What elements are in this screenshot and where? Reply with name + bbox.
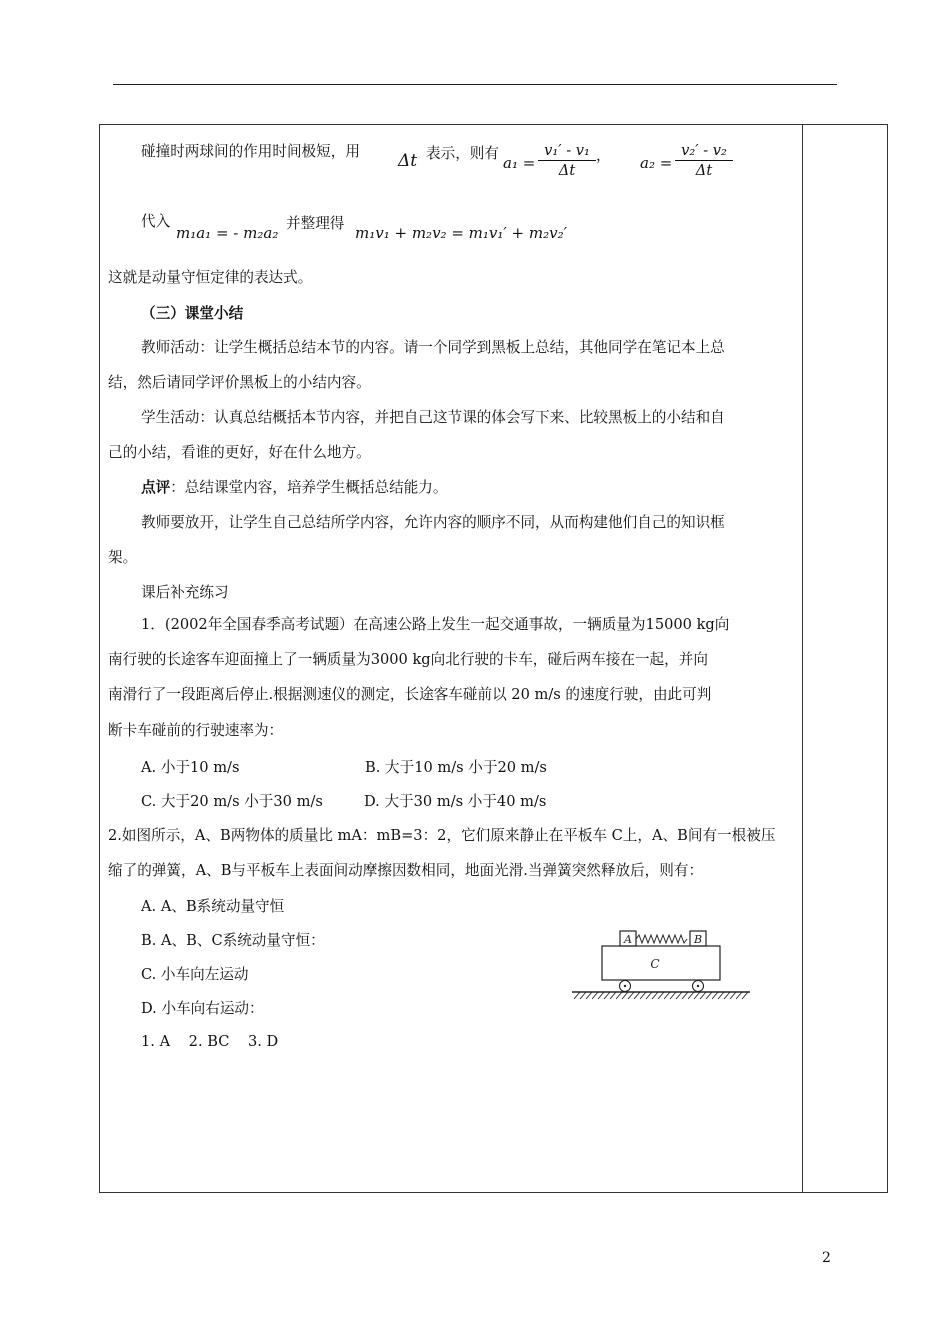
a1-numerator: v₁′ - v₁ — [538, 142, 596, 161]
block-b-label: B — [693, 933, 703, 946]
arrange-text: 并整理得 — [286, 215, 345, 232]
a2-lhs: a₂ = — [640, 154, 673, 172]
question-2-line-1: 2.如图所示，A、B两物体的质量比 mA：mB=3：2，它们原来静止在平板车 C上，A、B间有一根被压 — [108, 827, 776, 844]
a1-lhs: a₁ = — [503, 154, 536, 172]
equation-momentum: m₁v₁ + m₂v₂ = m₁v₁′ + m₂v₂′ — [355, 224, 568, 242]
q1-option-d: D. 大于30 m/s 小于40 m/s — [364, 793, 547, 810]
delta-t-symbol: Δt — [398, 151, 418, 171]
a2-fraction — [675, 142, 733, 181]
teacher-note-line-1: 教师要放开，让学生自己总结所学内容，允许内容的顺序不同，从而构建他们自己的知识框 — [141, 514, 725, 531]
table-column-divider — [802, 124, 803, 1193]
a2-denominator: Δt — [695, 162, 713, 179]
question-1-line-1: 1．(2002年全国春季高考试题）在高速公路上发生一起交通事故，一辆质量为15000 kg向 — [141, 616, 730, 633]
question-1-line-3: 南滑行了一段距离后停止.根据测速仪的测定，长途客车碰前以 20 m/s 的速度行驶，由此可判 — [108, 686, 712, 703]
student-activity-line-1: 学生活动：认真总结概括本节内容，并把自己这节课的体会写下来、比较黑板上的小结和自 — [141, 409, 725, 426]
block-a-label: A — [624, 933, 632, 946]
q2-option-c: C. 小车向左运动 — [141, 966, 249, 983]
formula-comma: ， — [596, 147, 611, 164]
question-1-line-4: 断卡车碰前的行驶速率为： — [108, 722, 284, 739]
question-1-line-2: 南行驶的长途客车迎面撞上了一辆质量为3000 kg向北行驶的卡车，碰后两车接在一起，并向 — [108, 651, 708, 668]
conclusion-text: 这就是动量守恒定律的表达式。 — [108, 269, 313, 286]
a1-fraction — [538, 142, 596, 181]
spring — [636, 935, 687, 943]
question-2-line-2: 缩了的弹簧，A、B与平板车上表面间动摩擦因数相同，地面光滑.当弹簧突然释放后，则有： — [108, 862, 704, 879]
student-activity-line-2: 己的小结，看谁的更好，好在什么地方。 — [108, 444, 371, 461]
substitute-label: 代入 — [141, 213, 171, 230]
q2-option-a: A. A、B系统动量守恒 — [141, 898, 285, 915]
wheel-right — [693, 981, 704, 992]
exercises-heading: 课后补充练习 — [141, 584, 229, 601]
block-a — [620, 931, 636, 946]
collision-text-2: 表示，则有 — [426, 145, 499, 162]
collision-sentence — [141, 142, 360, 162]
q1-option-a: A. 小于10 m/s — [141, 759, 240, 776]
block-b — [690, 931, 706, 946]
teacher-activity-line-1: 教师活动：让学生概括总结本节的内容。请一个同学到黑板上总结，其他同学在笔记本上总 — [141, 339, 725, 356]
wheel-left — [620, 981, 631, 992]
summary-heading: （三）课堂小结 — [141, 305, 244, 322]
q2-option-b: B. A、B、C系统动量守恒： — [141, 932, 325, 949]
comment-text: ：总结课堂内容，培养学生概括总结能力。 — [170, 479, 448, 496]
comment-label: 点评 — [141, 479, 171, 496]
answer-key: 1. A 2. BC 3. D — [141, 1033, 279, 1050]
cart-spring-figure — [570, 925, 752, 1005]
a1-denominator: Δt — [558, 162, 576, 179]
a2-numerator: v₂′ - v₂ — [675, 142, 733, 161]
header-rule — [113, 84, 837, 85]
teacher-activity-line-2: 结，然后请同学评价黑板上的小结内容。 — [108, 374, 371, 391]
q1-option-b: B. 大于10 m/s 小于20 m/s — [365, 759, 547, 776]
collision-text: 碰撞时两球间的作用时间极短，用 — [141, 143, 360, 160]
equation-accelerations: m₁a₁ = - m₂a₂ — [176, 224, 279, 242]
q2-option-d: D. 小车向右运动： — [141, 1000, 264, 1017]
teacher-note-line-2: 架。 — [108, 549, 138, 566]
page-number: 2 — [822, 1250, 831, 1266]
cart-body — [602, 946, 720, 980]
comment-paragraph — [141, 478, 448, 498]
ground — [572, 992, 750, 999]
cart-label: C — [650, 957, 660, 971]
q1-option-c: C. 大于20 m/s 小于30 m/s — [141, 793, 323, 810]
